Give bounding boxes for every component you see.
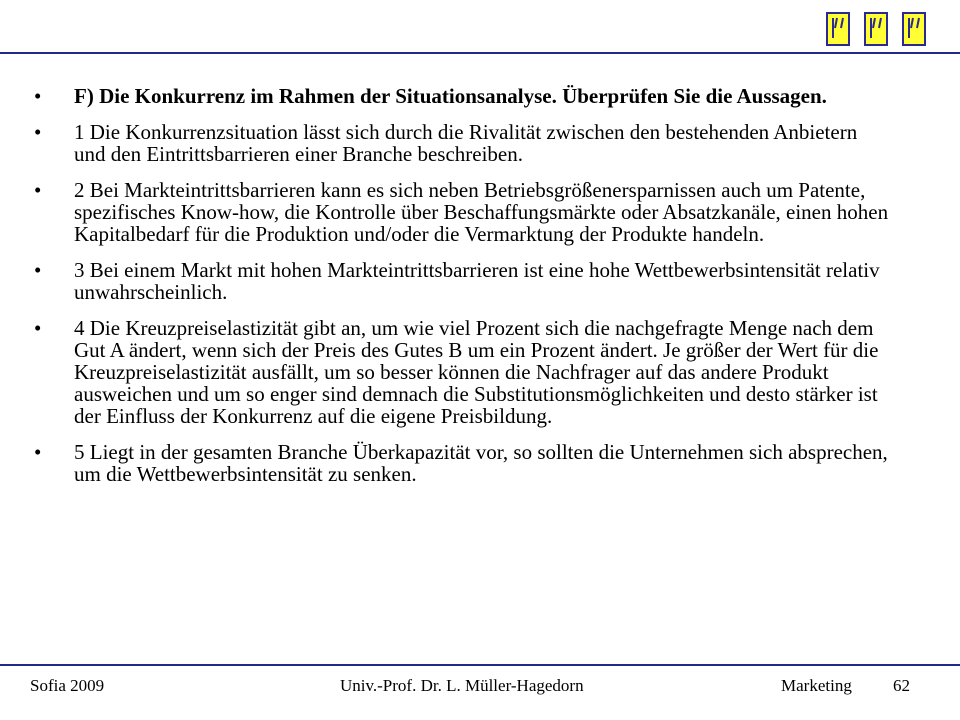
bullet-text: 4 Die Kreuzpreiselastizität gibt an, um wie viel Prozent sich die nachgefragte Menge nach dem Gut A ändert, wenn sich der Preis des Gutes B um ein Prozent ändert. Je größer der Wert für die Kreuzpreiselastizität ausfällt, um so besser können die Nachfrager auf das andere Produkt ausweichen und um so enger sind demnach die Substitutionsmöglichkeiten und desto stärker ist der Einfluss der Konkurrenz auf die eigene Preisbildung. [74, 316, 879, 428]
header-rule [0, 52, 960, 54]
bullet-icon: • [34, 316, 42, 340]
logo-mark-icon [864, 12, 888, 46]
bullet-item-1 [30, 121, 890, 165]
logo-mark-icon [826, 12, 850, 46]
bullet-icon: • [34, 440, 42, 464]
bullet-icon: • [34, 84, 42, 108]
footer-location-date: Sofia 2009 [30, 676, 105, 695]
bullet-item-4 [30, 317, 890, 427]
footer-author: Univ.-Prof. Dr. L. Müller-Hagedorn [340, 676, 584, 695]
bullet-text: F) Die Konkurrenz im Rahmen der Situationsanalyse. Überprüfen Sie die Aussagen. [74, 84, 827, 108]
bullet-icon: • [34, 178, 42, 202]
bullet-item-3 [30, 259, 890, 303]
bullet-text: 2 Bei Markteintrittsbarrieren kann es sich neben Betriebsgrößenersparnissen auch um Patente, spezifisches Know-how, die Kontrolle über Beschaffungsmärkte oder Absatzkanäle, einen hohen Kapitalbedarf für die Produktion und/oder die Vermarktung der Produkte handeln. [74, 178, 889, 246]
footer-rule [0, 664, 960, 666]
bullet-text: 5 Liegt in der gesamten Branche Überkapazität vor, so sollten die Unternehmen sich absprechen, um die Wettbewerbsintensität zu senken. [74, 440, 888, 486]
bullet-text: 1 Die Konkurrenzsituation lässt sich durch die Rivalität zwischen den bestehenden Anbietern und den Eintrittsbarrieren einer Branche beschreiben. [74, 120, 858, 166]
logo-mark-icon [902, 12, 926, 46]
footer-course: Marketing [781, 676, 852, 695]
logo-group [826, 12, 926, 46]
bullet-item-title [30, 85, 890, 107]
bullet-icon: • [34, 258, 42, 282]
slide-body [30, 85, 890, 499]
bullet-text: 3 Bei einem Markt mit hohen Markteintrittsbarrieren ist eine hohe Wettbewerbsintensität relativ unwahrscheinlich. [74, 258, 880, 304]
bullet-icon: • [34, 120, 42, 144]
footer [0, 676, 960, 706]
bullet-item-2 [30, 179, 890, 245]
bullet-item-5 [30, 441, 890, 485]
page-number: 62 [893, 676, 910, 695]
